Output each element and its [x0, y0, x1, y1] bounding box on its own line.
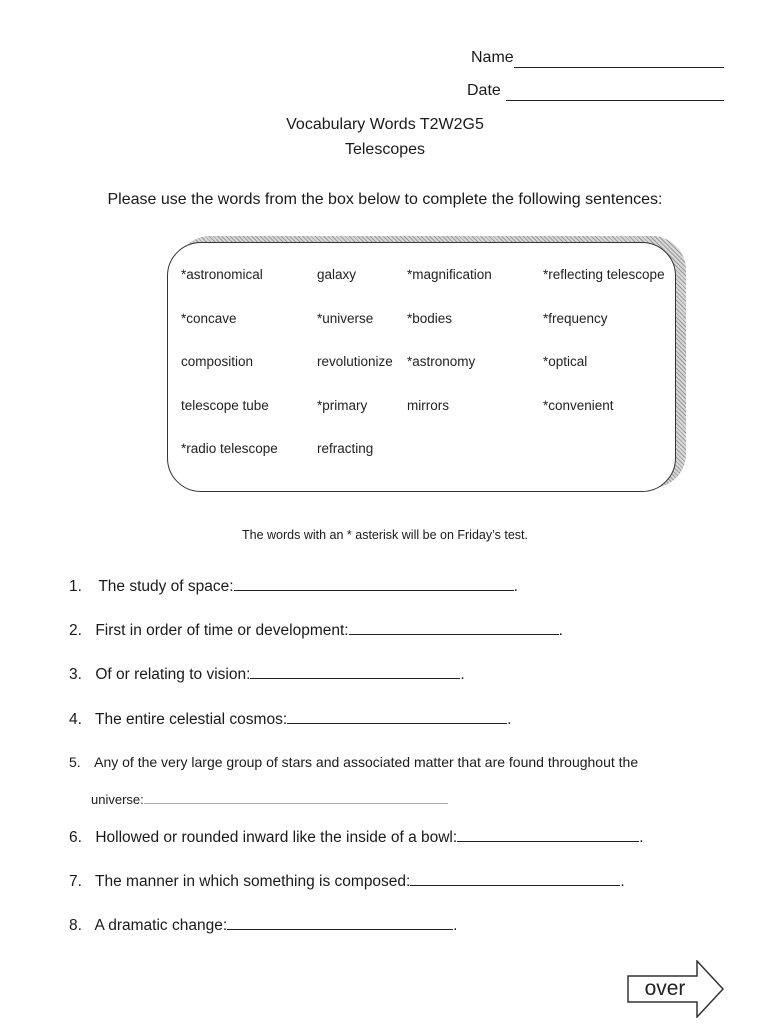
instructions: Please use the words from the box below to complete the following sentences:: [107, 191, 663, 208]
question-end: .: [558, 622, 563, 639]
word-box-item: *reflecting telescope: [543, 267, 665, 282]
answer-blank[interactable]: [144, 791, 446, 804]
word-box-item: *optical: [543, 354, 588, 369]
answer-blank[interactable]: [234, 576, 514, 591]
question-number: 1.: [69, 578, 82, 595]
question-8: [69, 915, 457, 935]
question-text: The study of space:: [98, 578, 234, 595]
question-3: [69, 664, 465, 684]
word-box-item: mirrors: [407, 398, 449, 413]
question-text: Any of the very large group of stars and associated matter that are found throughout the: [94, 754, 639, 770]
question-number: 8.: [69, 917, 82, 934]
word-box-item: *universe: [317, 311, 374, 326]
question-end: .: [639, 829, 644, 846]
name-field: [471, 49, 724, 68]
question-end: .: [445, 796, 449, 806]
word-box-item: composition: [181, 354, 254, 369]
answer-blank[interactable]: [349, 620, 559, 635]
question-7: [69, 871, 625, 891]
question-end: .: [460, 666, 465, 683]
question-text: A dramatic change:: [94, 917, 228, 934]
over-label: over: [644, 977, 686, 1000]
word-box-item: refracting: [317, 441, 374, 456]
answer-blank[interactable]: [410, 871, 620, 886]
word-box-item: telescope tube: [181, 398, 269, 413]
question-number: 6.: [69, 829, 82, 846]
question-4: [69, 709, 511, 729]
question-1: [69, 576, 518, 596]
question-text-continued: universe:: [91, 792, 144, 807]
answer-blank[interactable]: [227, 915, 453, 930]
word-box-item: *convenient: [543, 398, 614, 413]
word-box-item: *radio telescope: [181, 441, 278, 456]
question-5: [69, 754, 638, 770]
question-number: 2.: [69, 622, 82, 639]
worksheet-title: Vocabulary Words T2W2G5: [286, 116, 484, 133]
word-box-item: *concave: [181, 311, 237, 326]
name-label: Name: [471, 49, 514, 66]
word-box-item: galaxy: [317, 267, 357, 282]
word-box-item: *astronomical: [181, 267, 263, 282]
word-box-item: *frequency: [543, 311, 608, 326]
answer-blank[interactable]: [250, 664, 460, 679]
question-end: .: [513, 578, 518, 595]
date-field: [467, 82, 724, 101]
question-5-continued: [91, 791, 448, 807]
question-number: 3.: [69, 666, 82, 683]
question-text: First in order of time or development:: [95, 622, 349, 639]
name-line[interactable]: [514, 49, 724, 68]
worksheet-subtitle: Telescopes: [344, 141, 426, 158]
question-text: Hollowed or rounded inward like the inside of a bowl:: [95, 829, 458, 846]
word-box-item: revolutionize: [317, 354, 393, 369]
question-number: 7.: [69, 873, 82, 890]
date-line[interactable]: [506, 82, 724, 101]
question-text: Of or relating to vision:: [95, 666, 251, 683]
question-2: [69, 620, 563, 640]
question-number: 5.: [69, 754, 81, 770]
question-end: .: [507, 711, 512, 728]
question-number: 4.: [69, 711, 82, 728]
date-label: Date: [467, 82, 501, 99]
answer-blank[interactable]: [457, 827, 639, 842]
word-box-item: *primary: [317, 398, 368, 413]
question-6: [69, 827, 644, 847]
word-box-item: *bodies: [407, 311, 453, 326]
word-box-item: *magnification: [407, 267, 492, 282]
question-end: .: [620, 873, 625, 890]
word-box-item: *astronomy: [407, 354, 476, 369]
answer-blank[interactable]: [287, 709, 507, 724]
question-end: .: [453, 917, 458, 934]
question-text: The manner in which something is composed:: [95, 873, 411, 890]
over-button[interactable]: [627, 960, 725, 1018]
question-text: The entire celestial cosmos:: [95, 711, 288, 728]
asterisk-note: The words with an * asterisk will be on Friday’s test.: [242, 528, 528, 542]
